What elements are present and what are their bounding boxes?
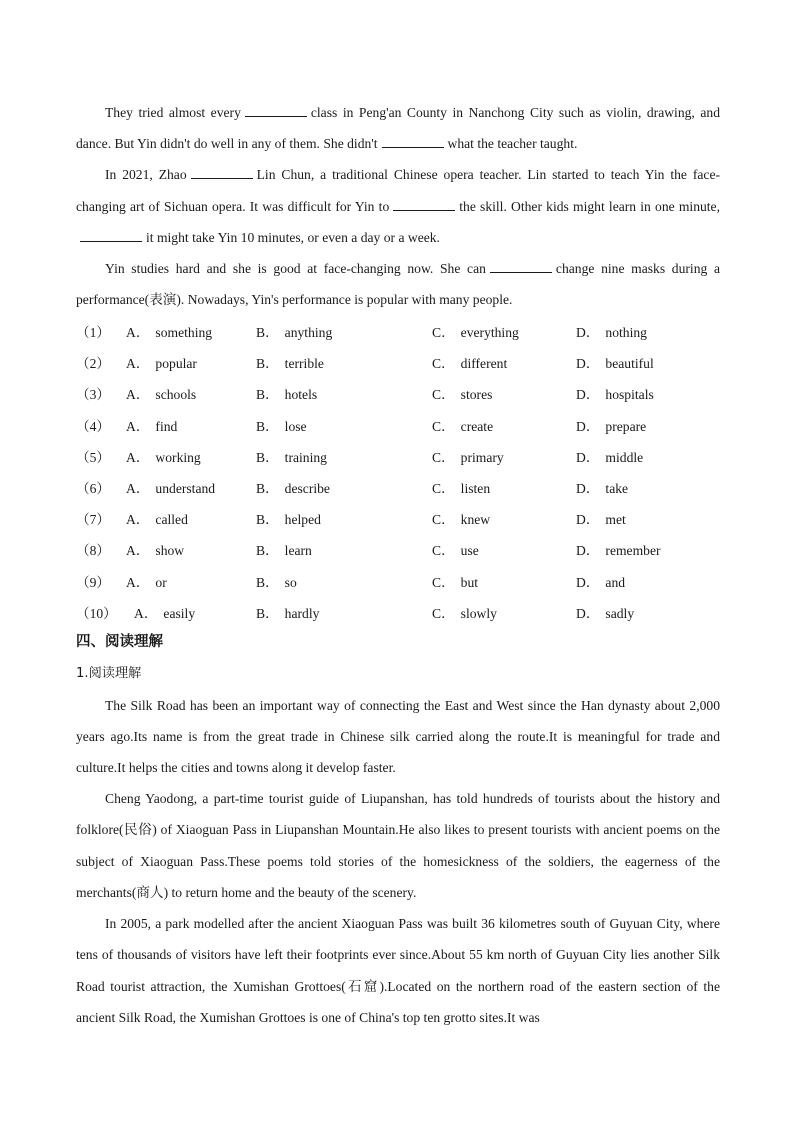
option-d [576, 477, 720, 497]
option-a [126, 602, 256, 622]
option-letter: D． [576, 605, 600, 621]
option-c [432, 571, 576, 591]
option-letter: D． [576, 325, 600, 341]
text-segment: it might take Yin 10 minutes, or even a day or a week. [146, 229, 440, 245]
option-text: create [460, 418, 494, 434]
text-segment: what the teacher taught. [447, 136, 578, 152]
option-text: knew [460, 512, 491, 528]
option-text: easily [163, 605, 196, 621]
option-letter: A． [126, 387, 150, 403]
option-text: prepare [605, 418, 647, 434]
option-text: called [155, 512, 188, 528]
question-number: （1） [76, 325, 110, 341]
option-c [432, 477, 576, 497]
option-letter: B． [256, 574, 279, 590]
option-letter: B． [256, 449, 279, 465]
option-letter: B． [256, 605, 279, 621]
option-text: sadly [605, 605, 635, 621]
option-letter: C． [432, 480, 455, 496]
option-letter: B． [256, 543, 279, 559]
option-c [432, 352, 576, 372]
document-page [76, 97, 720, 1033]
option-d [576, 352, 720, 372]
option-c [432, 602, 576, 622]
option-text: terrible [284, 356, 324, 372]
option-c [432, 539, 576, 559]
question-number: （8） [76, 543, 110, 559]
option-letter: D． [576, 512, 600, 528]
text-segment: face-changing art of Sichuan opera. It was difficult for Yin to [76, 167, 720, 214]
question-number: （9） [76, 574, 110, 590]
option-d [576, 539, 720, 559]
option-b [256, 383, 432, 403]
answer-blank-9 [80, 229, 142, 242]
option-letter: D． [576, 543, 600, 559]
option-letter: D． [576, 574, 600, 590]
question-number: （6） [76, 480, 110, 496]
option-text: describe [284, 480, 330, 496]
option-b [256, 446, 432, 466]
option-row [76, 347, 720, 378]
option-row [76, 378, 720, 409]
option-text: different [460, 356, 508, 372]
option-row [76, 596, 720, 627]
option-text: hardly [284, 605, 320, 621]
option-text: or [155, 574, 167, 590]
option-b [256, 352, 432, 372]
option-letter: C． [432, 356, 455, 372]
option-letter: A． [126, 449, 150, 465]
option-text: everything [460, 325, 519, 341]
option-text: learn [284, 543, 312, 559]
option-text: find [155, 418, 178, 434]
option-text: schools [155, 387, 197, 403]
option-letter: C． [432, 449, 455, 465]
option-text: show [155, 543, 185, 559]
option-c [432, 383, 576, 403]
cloze-paragraph-3 [76, 253, 720, 315]
option-text: lose [284, 418, 307, 434]
option-a [126, 539, 256, 559]
option-row [76, 565, 720, 596]
option-text: middle [605, 449, 644, 465]
option-letter: C． [432, 543, 455, 559]
text-segment: class in Peng'an County in Nanchong City such as violin, drawing, [310, 105, 695, 120]
question-number: （2） [76, 356, 110, 372]
answer-blank-8 [393, 198, 455, 211]
option-letter: A． [126, 325, 150, 341]
option-letter: B． [256, 387, 279, 403]
option-b [256, 539, 432, 559]
option-row [76, 315, 720, 346]
option-b [256, 477, 432, 497]
option-a [126, 508, 256, 528]
option-a [126, 446, 256, 466]
option-text: helped [284, 512, 321, 528]
option-row [76, 409, 720, 440]
option-text: so [284, 574, 297, 590]
text-segment: change nine masks during a [555, 261, 720, 277]
option-row [76, 534, 720, 565]
text-segment: In 2021, Zhao [105, 167, 187, 183]
option-text: and [605, 574, 626, 590]
option-c [432, 508, 576, 528]
option-text: working [155, 449, 201, 465]
option-text: understand [155, 480, 216, 496]
option-b [256, 602, 432, 622]
option-a [126, 383, 256, 403]
option-text: remember [605, 543, 661, 559]
option-c [432, 321, 576, 341]
text-segment: the skill. Other kids might learn in [459, 198, 651, 214]
question-subtitle: 1.阅读理解 [76, 666, 142, 682]
option-a [126, 477, 256, 497]
option-text: take [605, 480, 629, 496]
answer-blank-1 [245, 104, 307, 117]
question-number: （10） [76, 605, 117, 621]
option-b [256, 508, 432, 528]
option-row [76, 471, 720, 502]
option-letter: C． [432, 574, 455, 590]
option-letter: A． [134, 605, 158, 621]
option-text: popular [155, 356, 197, 372]
option-b [256, 415, 432, 435]
option-b [256, 321, 432, 341]
option-text: slowly [460, 605, 497, 621]
option-d [576, 415, 720, 435]
option-letter: A． [126, 512, 150, 528]
answer-blank-7 [191, 166, 253, 179]
option-letter: C． [432, 325, 455, 341]
option-letter: C． [432, 418, 455, 434]
option-letter: B． [256, 418, 279, 434]
option-text: anything [284, 325, 333, 341]
option-letter: C． [432, 512, 455, 528]
option-c [432, 446, 576, 466]
text-segment: They tried almost every [105, 105, 241, 120]
question-number: （7） [76, 512, 110, 528]
reading-paragraph-3: In 2005, a park modelled after the ancient Xiaoguan Pass was built 36 kilometres south of Guyuan City, where tens of thousands of visitors have left their footprints ever since.About 55 km north of Guyuan City lies another Silk Road tourist attraction, the Xumishan Grottoes(石窟).Located on the northern road of the eastern section of the ancient Silk Road, the Xumishan Grottoes is one of China's top ten grotto sites.It was [76, 916, 720, 1025]
section-title: 四、阅读理解 [76, 634, 163, 651]
option-a [126, 571, 256, 591]
option-letter: A． [126, 356, 150, 372]
option-letter: D． [576, 480, 600, 496]
option-letter: C． [432, 605, 455, 621]
option-d [576, 383, 720, 403]
option-text: hospitals [605, 387, 654, 403]
answer-blank-6 [382, 135, 444, 148]
option-d [576, 446, 720, 466]
option-text: stores [460, 387, 493, 403]
option-row [76, 440, 720, 471]
option-letter: A． [126, 543, 150, 559]
question-number: （3） [76, 387, 110, 403]
option-text: use [460, 543, 479, 559]
option-text: but [460, 574, 479, 590]
text-segment: Lin Chun, a traditional Chinese opera teacher. Lin started to teach Yin the [256, 167, 687, 183]
option-letter: D． [576, 356, 600, 372]
option-letter: D． [576, 418, 600, 434]
option-letter: B． [256, 325, 279, 341]
option-text: training [284, 449, 327, 465]
cloze-paragraph-1 [76, 97, 720, 159]
question-number: （5） [76, 449, 110, 465]
option-row [76, 503, 720, 534]
text-segment: and dance. But Yin didn't do well in any of them. She didn't [76, 105, 720, 152]
option-d [576, 571, 720, 591]
option-text: hotels [284, 387, 318, 403]
option-letter: C． [432, 387, 455, 403]
option-letter: A． [126, 418, 150, 434]
option-a [126, 321, 256, 341]
option-a [126, 415, 256, 435]
option-letter: A． [126, 574, 150, 590]
reading-paragraph-1: The Silk Road has been an important way of connecting the East and West since the Han dynasty about 2,000 years ago.Its name is from the great trade in Chinese silk carried along the route.It is meaningful for trade and culture.It helps the cities and towns along it develop faster. [76, 697, 720, 776]
option-d [576, 321, 720, 341]
option-letter: B． [256, 356, 279, 372]
option-a [126, 352, 256, 372]
option-text: something [155, 325, 213, 341]
option-text: listen [460, 480, 491, 496]
option-letter: B． [256, 512, 279, 528]
text-segment: performance(表演). Nowadays, Yin's performance is popular with many people. [76, 292, 513, 308]
option-letter: B． [256, 480, 279, 496]
option-c [432, 415, 576, 435]
text-segment: Yin studies hard and she is good at face-changing now. She can [105, 261, 486, 277]
cloze-paragraph-2 [76, 159, 720, 253]
answer-blank-10 [490, 260, 552, 273]
option-b [256, 571, 432, 591]
option-d [576, 508, 720, 528]
text-segment: one minute, [655, 198, 720, 214]
option-text: nothing [605, 325, 647, 341]
answer-options [76, 315, 720, 627]
question-number: （4） [76, 418, 110, 434]
option-text: primary [460, 449, 504, 465]
option-letter: D． [576, 449, 600, 465]
option-d [576, 602, 720, 622]
option-letter: D． [576, 387, 600, 403]
option-text: beautiful [605, 356, 654, 372]
option-text: met [605, 512, 626, 528]
reading-paragraph-2: Cheng Yaodong, a part-time tourist guide of Liupanshan, has told hundreds of tourists about the history and folklore(民俗) of Xiaoguan Pass in Liupanshan Mountain.He also likes to present tourists with ancient poems on the subject of Xiaoguan Pass.These poems told stories of the homesickness of the soldiers, the eagerness of the merchants(商人) to return home and the beauty of the scenery. [76, 791, 720, 900]
option-letter: A． [126, 480, 150, 496]
